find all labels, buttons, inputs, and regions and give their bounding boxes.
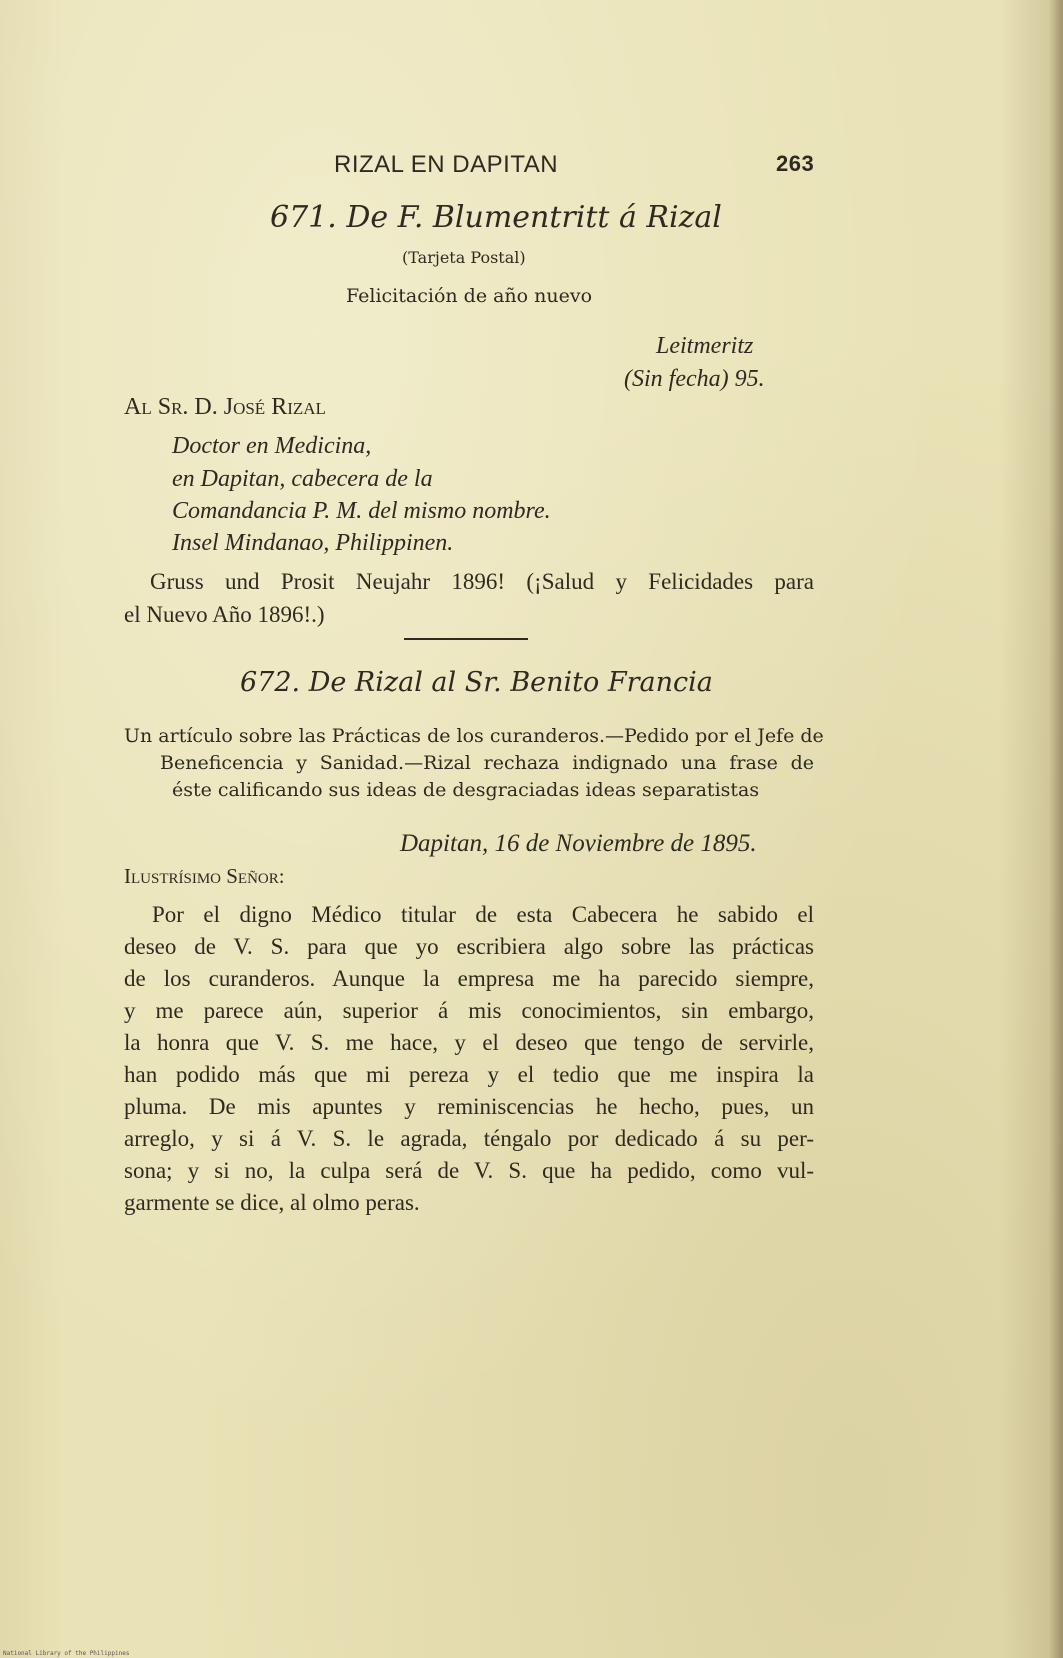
letter-672-body-line: garmente se dice, al olmo peras. bbox=[124, 1190, 420, 1215]
letter-672-body-line: sona; y si no, la culpa será de V. S. que ha pedido, como vul- bbox=[124, 1158, 814, 1183]
letter-671-subtitle: (Tarjeta Postal) bbox=[402, 248, 526, 267]
letter-672-title: 672. De Rizal al Sr. Benito Francia bbox=[240, 667, 713, 698]
letter-671-address-line: Comandancia P. M. del mismo nombre. bbox=[172, 498, 551, 524]
letter-672-body-line: de los curanderos. Aunque la empresa me ha parecido siempre, bbox=[124, 966, 814, 991]
letter-672-body-line: han podido más que mi pereza y el tedio que me inspira la bbox=[124, 1062, 814, 1087]
letter-672-body-line: deseo de V. S. para que yo escribiera algo sobre las prácticas bbox=[124, 934, 814, 959]
letter-671-date: (Sin fecha) 95. bbox=[624, 366, 765, 392]
letter-672-summary-line: Un artículo sobre las Prácticas de los curanderos.—Pedido por el Jefe de bbox=[124, 725, 824, 747]
letter-671-place: Leitmeritz bbox=[656, 333, 754, 359]
letter-672-body-line: y me parece aún, superior á mis conocimientos, sin embargo, bbox=[124, 998, 814, 1023]
section-divider bbox=[404, 638, 528, 640]
letter-671-addressee: Al Sr. D. José Rizal bbox=[124, 394, 326, 420]
letter-671-body-line: Gruss und Prosit Neujahr 1896! (¡Salud y Felicidades para bbox=[150, 569, 814, 594]
letter-672-summary-line: Beneficencia y Sanidad.—Rizal rechaza indignado una frase de bbox=[160, 752, 814, 774]
library-watermark: National Library of the Philippines bbox=[3, 1650, 130, 1657]
letter-671-address-line: en Dapitan, cabecera de la bbox=[172, 466, 433, 492]
letter-672-body-line: pluma. De mis apuntes y reminiscencias he hecho, pues, un bbox=[124, 1094, 814, 1119]
letter-672-body-line: arreglo, y si á V. S. le agrada, téngalo por dedicado á su per- bbox=[124, 1126, 814, 1151]
letter-672-salutation: Ilustrísimo Señor: bbox=[124, 864, 285, 888]
running-title: RIZAL EN DAPITAN bbox=[334, 151, 559, 178]
letter-672-body-line: la honra que V. S. me hace, y el deseo que tengo de servirle, bbox=[124, 1030, 814, 1055]
letter-672-dateline: Dapitan, 16 de Noviembre de 1895. bbox=[400, 830, 757, 857]
letter-672-summary-line: éste calificando sus ideas de desgraciadas ideas separatistas bbox=[172, 779, 760, 801]
page-edge-shadow bbox=[1049, 0, 1063, 1658]
letter-671-address-line: Insel Mindanao, Philippinen. bbox=[172, 530, 454, 556]
letter-671-body-line: el Nuevo Año 1896!.) bbox=[124, 602, 325, 627]
page-number: 263 bbox=[776, 151, 815, 176]
letter-671-title: 671. De F. Blumentritt á Rizal bbox=[270, 200, 722, 235]
letter-672-body-line: Por el digno Médico titular de esta Cabecera he sabido el bbox=[152, 902, 814, 927]
letter-671-summary: Felicitación de año nuevo bbox=[346, 285, 593, 307]
letter-671-address-line: Doctor en Medicina, bbox=[172, 433, 372, 459]
